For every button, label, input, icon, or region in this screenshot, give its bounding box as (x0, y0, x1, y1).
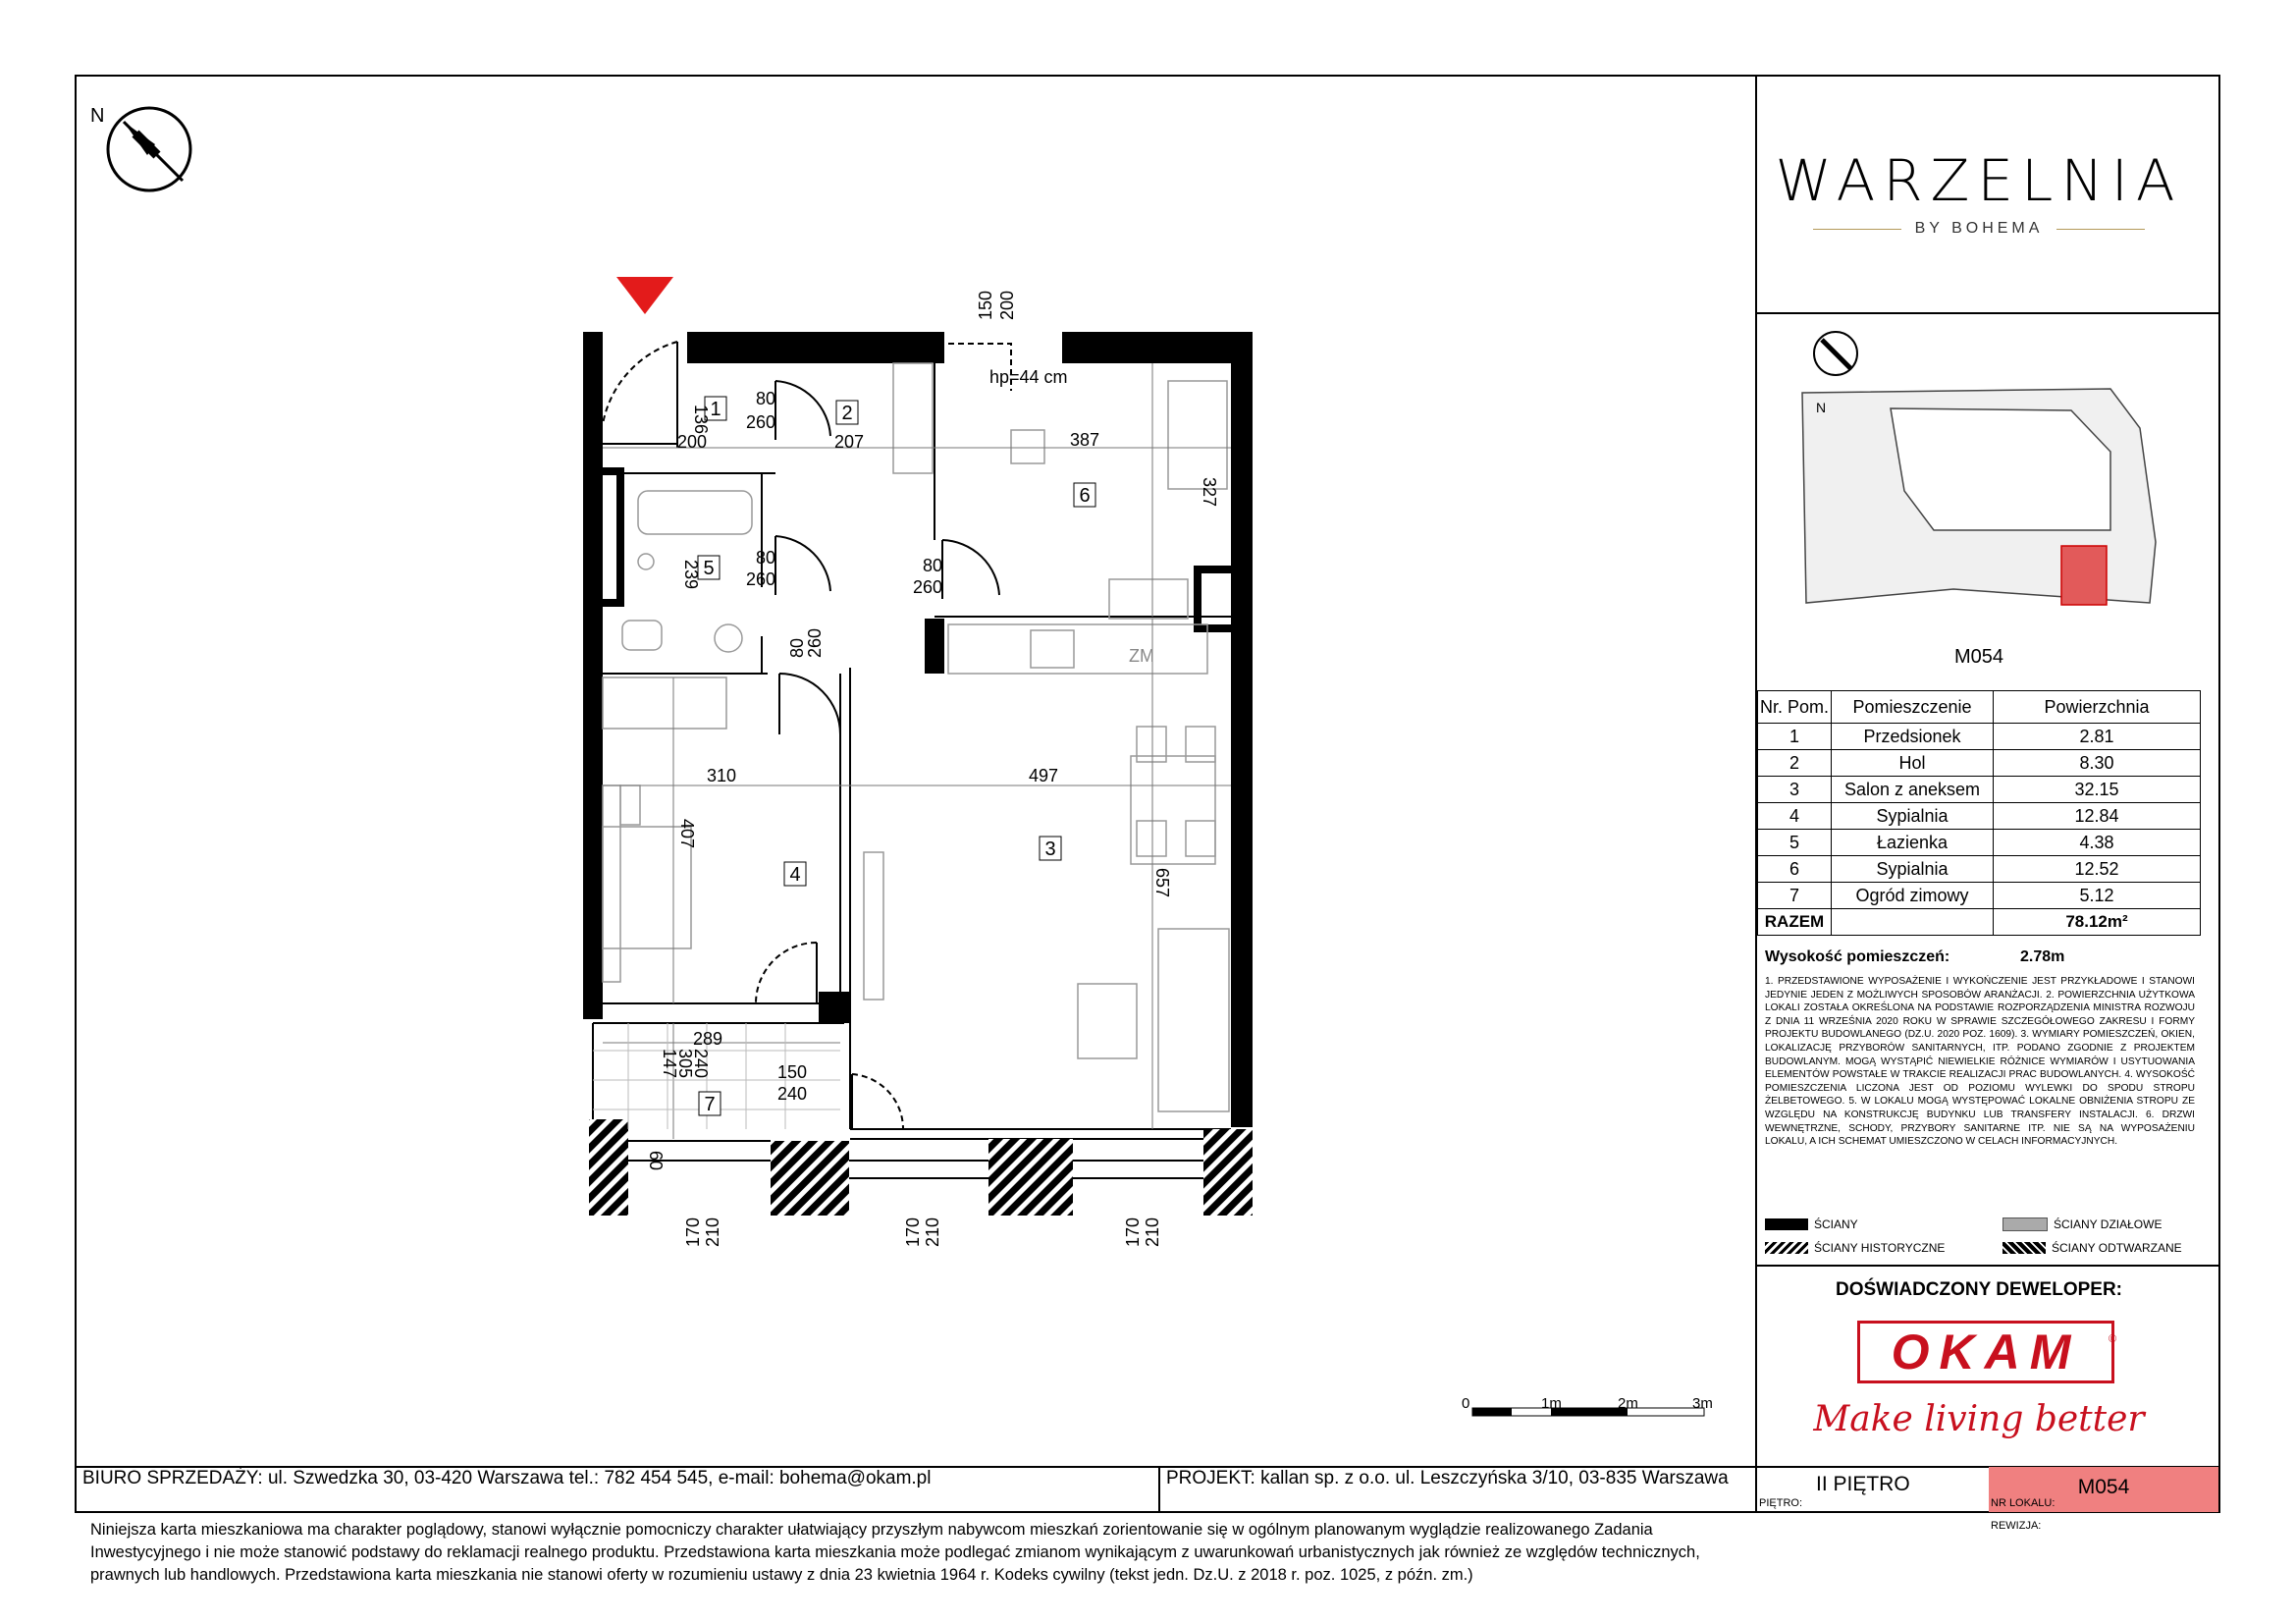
legend-swatch (1765, 1242, 1808, 1254)
room-number: 7 (704, 1094, 716, 1115)
dim-text: 80 (923, 556, 943, 575)
legend-label: ŚCIANY HISTORYCZNE (1814, 1241, 1946, 1255)
dim-text: 147 (660, 1049, 679, 1079)
disclaimer-text: Niniejsza karta mieszkaniowa ma charakter poglądowy, stanowi wyłącznie pomocniczy charakter ułatwiający przyszłym nabywcom mieszkań zorientowanie się w ogólnym planowanym wyglądzie realizowanego Zadania Inwestycyjnego i nie może stanowić podstawy do reklamacji realnego produktu. Przedstawiona karta mieszkania może podlegać zmianom wynikającym z uwarunkowań urbanistycznych jak również ze względów technicznych, prawnych lub handlowych. Przedstawiona karta mieszkania nie stanowi oferty w rozumieniu ustawy z dnia 23 kwietnia 1964 r. Kodeks cywilny (tekst jedn. Dz.U. z 2018 r. poz. 1025, z późn. zm.) (90, 1521, 1700, 1584)
north-label: N (90, 105, 105, 127)
cell-room: Sypialnia (1832, 856, 1994, 883)
dim-text: 80 (756, 389, 776, 408)
cell-nr: 3 (1758, 777, 1832, 803)
cell-nr: 1 (1758, 724, 1832, 750)
hist-wall-4 (1203, 1129, 1253, 1216)
room-height (1765, 948, 2197, 966)
table-row (1758, 830, 2201, 856)
wall-top-2 (1062, 332, 1253, 363)
cell-nr: 2 (1758, 750, 1832, 777)
dim-text: 210 (703, 1217, 722, 1247)
brand-rule (1813, 229, 1901, 230)
cell-nr: 4 (1758, 803, 1832, 830)
dim-text: 150 (777, 1062, 808, 1082)
room-number: 6 (1079, 485, 1091, 507)
okam-logo: OKAM (1857, 1321, 2114, 1383)
brand-rule (2056, 229, 2145, 230)
dim-text: 207 (834, 432, 865, 452)
cell-area: 4.38 (1994, 830, 2201, 856)
legend-label: ŚCIANY ODTWARZANE (2052, 1241, 2182, 1255)
revision-label: REWIZJA: (1991, 1520, 2042, 1532)
dim-text: 327 (1200, 477, 1219, 508)
cell-room: Hol (1832, 750, 1994, 777)
cell-room: Przedsionek (1832, 724, 1994, 750)
legend-swatch (2002, 1242, 2046, 1254)
table-total-row (1758, 909, 2201, 936)
cell-area: 5.12 (1994, 883, 2201, 909)
scale-label: 1m (1541, 1395, 1562, 1412)
scale-label: 2m (1618, 1395, 1638, 1412)
dim-text: 240 (691, 1049, 711, 1079)
table-row (1758, 750, 2201, 777)
project-info: PROJEKT: kallan sp. z o.o. ul. Leszczyńska 3/10, 03-835 Warszawa (1166, 1468, 1729, 1488)
dim-text: 289 (693, 1029, 723, 1049)
total-value: 78.12m² (1994, 909, 2201, 936)
room-number: 2 (841, 403, 853, 424)
dim-text: 305 (675, 1049, 695, 1079)
dim-text: 387 (1070, 430, 1100, 450)
legend-label: ŚCIANY (1814, 1217, 1858, 1231)
brand-divider (1755, 312, 2220, 314)
dim-text: 407 (677, 819, 697, 849)
bath-window (599, 471, 620, 603)
dim-text: ZM (1129, 646, 1154, 666)
cell-area: 12.52 (1994, 856, 2201, 883)
dim-text: 210 (1143, 1217, 1162, 1247)
developer-label: DOŚWIADCZONY DEWELOPER: (1835, 1279, 2123, 1300)
table-row (1758, 856, 2201, 883)
floor-label: PIĘTRO: (1759, 1497, 1803, 1509)
cell-room: Ogród zimowy (1832, 883, 1994, 909)
dim-text: 170 (1123, 1217, 1143, 1247)
dim-text: hp=44 cm (989, 367, 1068, 387)
dim-text: 80 (787, 637, 807, 658)
north-arrow-icon (108, 108, 190, 190)
balcony-pillar (819, 992, 850, 1023)
scale-label: 0 (1462, 1395, 1470, 1412)
table-row (1758, 883, 2201, 909)
cell-room: Łazienka (1832, 830, 1994, 856)
legend-swatch (1765, 1218, 1808, 1230)
legend-item-historic (1765, 1241, 1945, 1255)
cell-area: 32.15 (1994, 777, 2201, 803)
registered-icon: ® (2109, 1333, 2117, 1345)
dim-text: 200 (997, 290, 1017, 320)
col-header: Powierzchnia (1994, 691, 2201, 724)
dim-text: 260 (913, 577, 943, 597)
unit-number-label: NR LOKALU: (1991, 1497, 2056, 1509)
hist-wall-1 (589, 1119, 628, 1216)
hist-wall-2 (771, 1141, 849, 1216)
room-number: 3 (1044, 839, 1056, 860)
floor-value: II PIĘTRO (1816, 1473, 1910, 1495)
dim-text: 497 (1029, 766, 1059, 785)
table-row (1758, 777, 2201, 803)
total-label: RAZEM (1758, 909, 1832, 936)
dim-text: 170 (683, 1217, 703, 1247)
room-number: 4 (789, 864, 801, 886)
footer-sep-1 (1158, 1466, 1160, 1513)
brand-subtitle: BY BOHEMA (1914, 220, 2044, 237)
unit-number-value: M054 (2077, 1476, 2130, 1498)
hist-wall-3 (988, 1139, 1073, 1216)
developer-divider (1755, 1265, 2220, 1267)
brand-logo (1757, 147, 2201, 238)
legend-item-partition (2002, 1217, 2162, 1231)
wall-left (583, 332, 603, 1019)
table-header-row (1758, 691, 2201, 724)
col-header: Nr. Pom. (1758, 691, 1832, 724)
cell-room: Sypialnia (1832, 803, 1994, 830)
legend-item-walls (1765, 1217, 1858, 1231)
cell-nr: 7 (1758, 883, 1832, 909)
footer-sep-2 (1755, 1466, 1757, 1513)
brand-title: WARZELNIA (1775, 147, 2183, 214)
dim-text: 657 (1152, 868, 1172, 898)
table-row (1758, 724, 2201, 750)
wall-right (1231, 332, 1253, 1127)
notes-text: 1. PRZEDSTAWIONE WYPOSAŻENIE I WYKOŃCZENIE JEST PRZYKŁADOWE I STANOWI JEDYNIE JEDEN Z MOŻLIWYCH SPOSOBÓW ARANŻACJI. 2. POWIERZCHNIA UŻYTKOWA LOKALI ZOSTAŁA OKREŚLONA NA PODSTAWIE ROZPORZĄDZENIA MINISTRA ROZWOJU Z DNIA 11 WRZEŚNIA 2020 ROKU W SPRAWIE SZCZEGÓŁOWEGO ZAKRESU I FORMY PROJEKTU BUDOWLANEGO (DZ.U. 2020 POZ. 1609). 3. WYMIARY POMIESZCZEŃ, OKIEN, LOKALIZACJĘ PRZYBORÓW SANITARNYCH, ITP. PODANO ZGODNIE Z PROJEKTEM BUDOWLANYM. MOGĄ WYSTĄPIĆ NIEWIELKIE RÓŻNICE WYMIARÓW I USYTUOWANIA ELEMENTÓW POWSTAŁE W TRAKCIE REALIZACJI PRAC BUDOWLANYCH. 4. WYSOKOŚĆ POMIESZCZENIA LICZONA JEST OD POZIOMU WYLEWKI DO SPODU STROPU ŻELBETOWEGO. 5. W LOKALU MOGĄ WYSTĘPOWAĆ LOKALNE OBNIŻENIA STROPU ZE WZGLĘDU NA KONSTRUKCJĘ BUDYNKU LUB TRANSFERY INSTALACJI. 6. DRZWI WEWNĘTRZNE, SCHODY, PRZYBORY SANITARNE ITP. NIE SĄ NA WYPOSAŻENIU LOKALU, A ICH SCHEMAT UMIESZCZONO W CELACH INFORMACYJNYCH. (1765, 976, 2195, 1148)
col-header: Pomieszczenie (1832, 691, 1994, 724)
legend-swatch (2002, 1217, 2048, 1231)
key-plan-north: N (1816, 400, 1827, 415)
dim-text: 200 (677, 432, 708, 452)
dimension-labels (677, 367, 1154, 1104)
cell-area: 8.30 (1994, 750, 2201, 777)
table-row (1758, 803, 2201, 830)
unit-title: M054 (1953, 646, 2004, 668)
developer-slogan: Make living better (1813, 1399, 2145, 1439)
dim-text: 240 (777, 1084, 808, 1104)
sales-office: BIURO SPRZEDAŻY: ul. Szwedzka 30, 03-420 Warszawa tel.: 782 454 545, e-mail: bohema@okam.pl (82, 1468, 932, 1488)
dim-text: 260 (746, 569, 776, 589)
dim-text: 60 (646, 1151, 666, 1171)
room-number: 5 (703, 558, 715, 579)
dim-text: 150 (976, 290, 995, 320)
wall-top-1 (687, 332, 944, 363)
room-height-value: 2.78m (2020, 948, 2065, 965)
scale-bar (1472, 1408, 1704, 1416)
legend-label: ŚCIANY DZIAŁOWE (2054, 1217, 2163, 1231)
dim-text: 80 (756, 548, 776, 568)
room-height-label: Wysokość pomieszczeń: (1765, 948, 1950, 965)
dim-text: 310 (707, 766, 737, 785)
dim-text: 210 (923, 1217, 942, 1247)
cell-area: 2.81 (1994, 724, 2201, 750)
room-number: 1 (710, 399, 721, 420)
scale-label: 3m (1692, 1395, 1713, 1412)
dim-text: 136 (691, 405, 711, 435)
cell-nr: 5 (1758, 830, 1832, 856)
kitchen-pillar (925, 619, 944, 674)
dim-text: 260 (805, 627, 825, 658)
cell-area: 12.84 (1994, 803, 2201, 830)
cell-nr: 6 (1758, 856, 1832, 883)
legend-item-rebuilt (2002, 1241, 2182, 1255)
dim-text: 260 (746, 412, 776, 432)
dim-text: 239 (681, 560, 701, 590)
entrance-marker-icon (616, 277, 673, 314)
cell-room: Salon z aneksem (1832, 777, 1994, 803)
dim-text: 170 (903, 1217, 923, 1247)
rooms-table (1757, 690, 2201, 936)
